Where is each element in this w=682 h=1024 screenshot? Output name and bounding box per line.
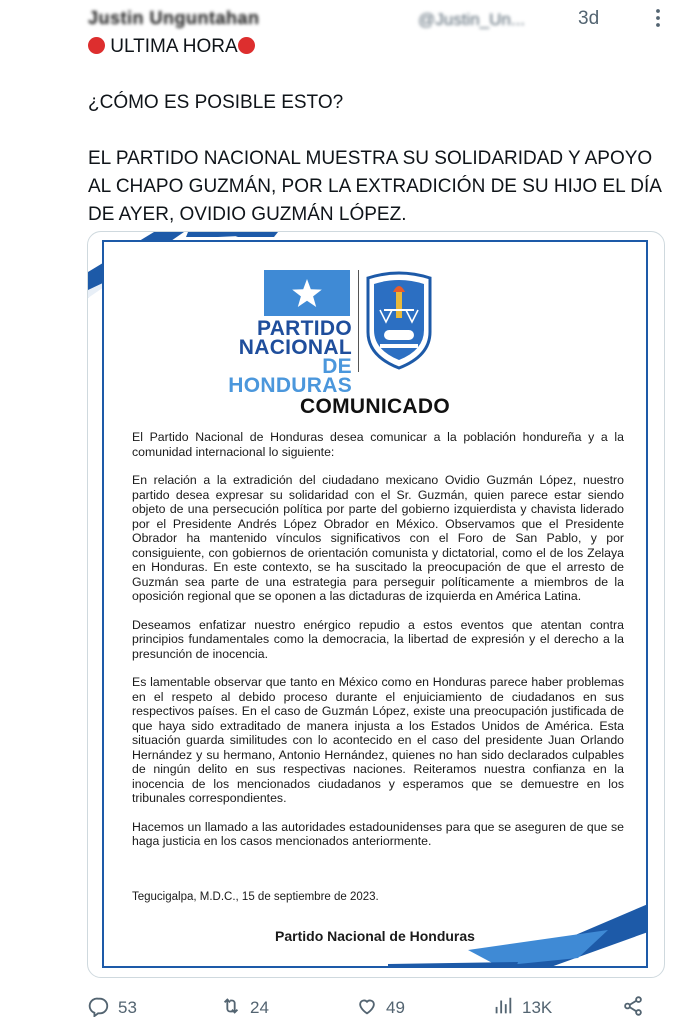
post-header <box>88 4 668 32</box>
document-place-date: Tegucigalpa, M.D.C., 15 de septiembre de 2023. <box>132 891 379 903</box>
party-seal-icon <box>362 270 436 372</box>
more-vertical-icon[interactable] <box>646 6 670 30</box>
retweet-count: 24 <box>250 998 269 1017</box>
reply-button[interactable] <box>88 994 137 1022</box>
views-button[interactable] <box>492 994 552 1022</box>
views-icon <box>492 995 514 1022</box>
flag-star-icon <box>264 270 350 316</box>
breaking-line <box>88 33 668 61</box>
like-count: 49 <box>386 998 405 1017</box>
document-paragraph: Deseamos enfatizar nuestro enérgico repudio a estos eventos que atentan contra principios fundamentales como la democracia, la libertad de expresión y el derecho a la presunción de inocencia. <box>132 617 624 661</box>
author-name[interactable]: Justin Unguntahan <box>88 8 260 28</box>
retweet-icon <box>220 995 242 1022</box>
document-body <box>132 430 624 863</box>
red-circle-icon <box>88 37 105 54</box>
document-title: COMUNICADO <box>300 395 450 418</box>
document-paragraph: En relación a la extradición del ciudadano mexicano Ovidio Guzmán López, nuestro partido desea expresar su solidaridad con el Sr. Guzmán, quien parece estar siendo objeto de una persecución política por parte del gobierno izquierdista y chavista liderado por el Presidente Andrés López Obrador en México. Observamos que el Presidente Obrador ha mantenido vínculos significativos con el Foro de San Pablo, y por consiguiente, con gobiernos de orientación comunista y dictatorial, como el de los Zelaya en Honduras. En este contexto, se ha suscitado la preocupación de que el arresto de Guzmán sea parte de una estrategia para perseguir políticamente a miembros de la oposición regional que se oponen a las dictaduras de izquierda en América Latina. <box>132 473 624 603</box>
author-handle[interactable]: @Justin_Un... <box>418 10 526 29</box>
post-time[interactable]: 3d <box>578 8 600 29</box>
reply-icon <box>88 995 110 1022</box>
share-button[interactable] <box>622 994 644 1022</box>
reply-count: 53 <box>118 998 137 1017</box>
headline-text: EL PARTIDO NACIONAL MUESTRA SU SOLIDARIDAD Y APOYO AL CHAPO GUZMÁN, POR LA EXTRADICIÓN DE SU HIJO EL DÍA DE AYER, OVIDIO GUZMÁN LÓPEZ. <box>88 148 661 225</box>
party-logo <box>228 270 504 397</box>
views-count: 13K <box>522 998 553 1017</box>
document-signature: Partido Nacional de Honduras <box>275 928 475 944</box>
party-name-logo-text: PARTIDO NACIONAL DE HONDURAS <box>228 317 352 397</box>
media-card[interactable] <box>87 231 665 978</box>
like-icon <box>356 995 378 1022</box>
communique-document <box>102 240 648 968</box>
action-bar <box>88 994 668 1022</box>
breaking-text: ULTIMA HORA <box>110 36 238 57</box>
red-circle-icon <box>238 37 255 54</box>
like-button[interactable] <box>356 994 405 1022</box>
question-line: ¿CÓMO ES POSIBLE ESTO? <box>88 92 344 113</box>
post-text <box>88 33 668 229</box>
share-icon <box>622 995 644 1022</box>
document-paragraph: Hacemos un llamado a las autoridades estadounidenses para que se aseguren de que se haga justicia en los casos mencionados anteriormente. <box>132 819 624 848</box>
retweet-button[interactable] <box>220 994 269 1022</box>
document-paragraph: Es lamentable observar que tanto en México como en Honduras parece haber problemas en el respeto al debido proceso durante el enjuiciamiento de ciudadanos en sus respectivos países. En el caso de Guzmán López, existe una preocupación justificada de que haya sido extraditado de manera injusta a los Estados Unidos de América. Esta situación guarda similitudes con lo acontecido en el caso del presidente Juan Orlando Hernández y su hermano, Antonio Hernández, quienes no han sido declarados culpables de ningún delito en sus respectivas naciones. Reiteramos nuestra confianza en la inocencia de los mencionados ciudadanos y esperamos que se demuestre en los tribunales correspondientes. <box>132 675 624 805</box>
document-paragraph: El Partido Nacional de Honduras desea comunicar a la población hondureña y a la comunidad internacional lo siguiente: <box>132 430 624 459</box>
logo-divider <box>358 270 359 372</box>
